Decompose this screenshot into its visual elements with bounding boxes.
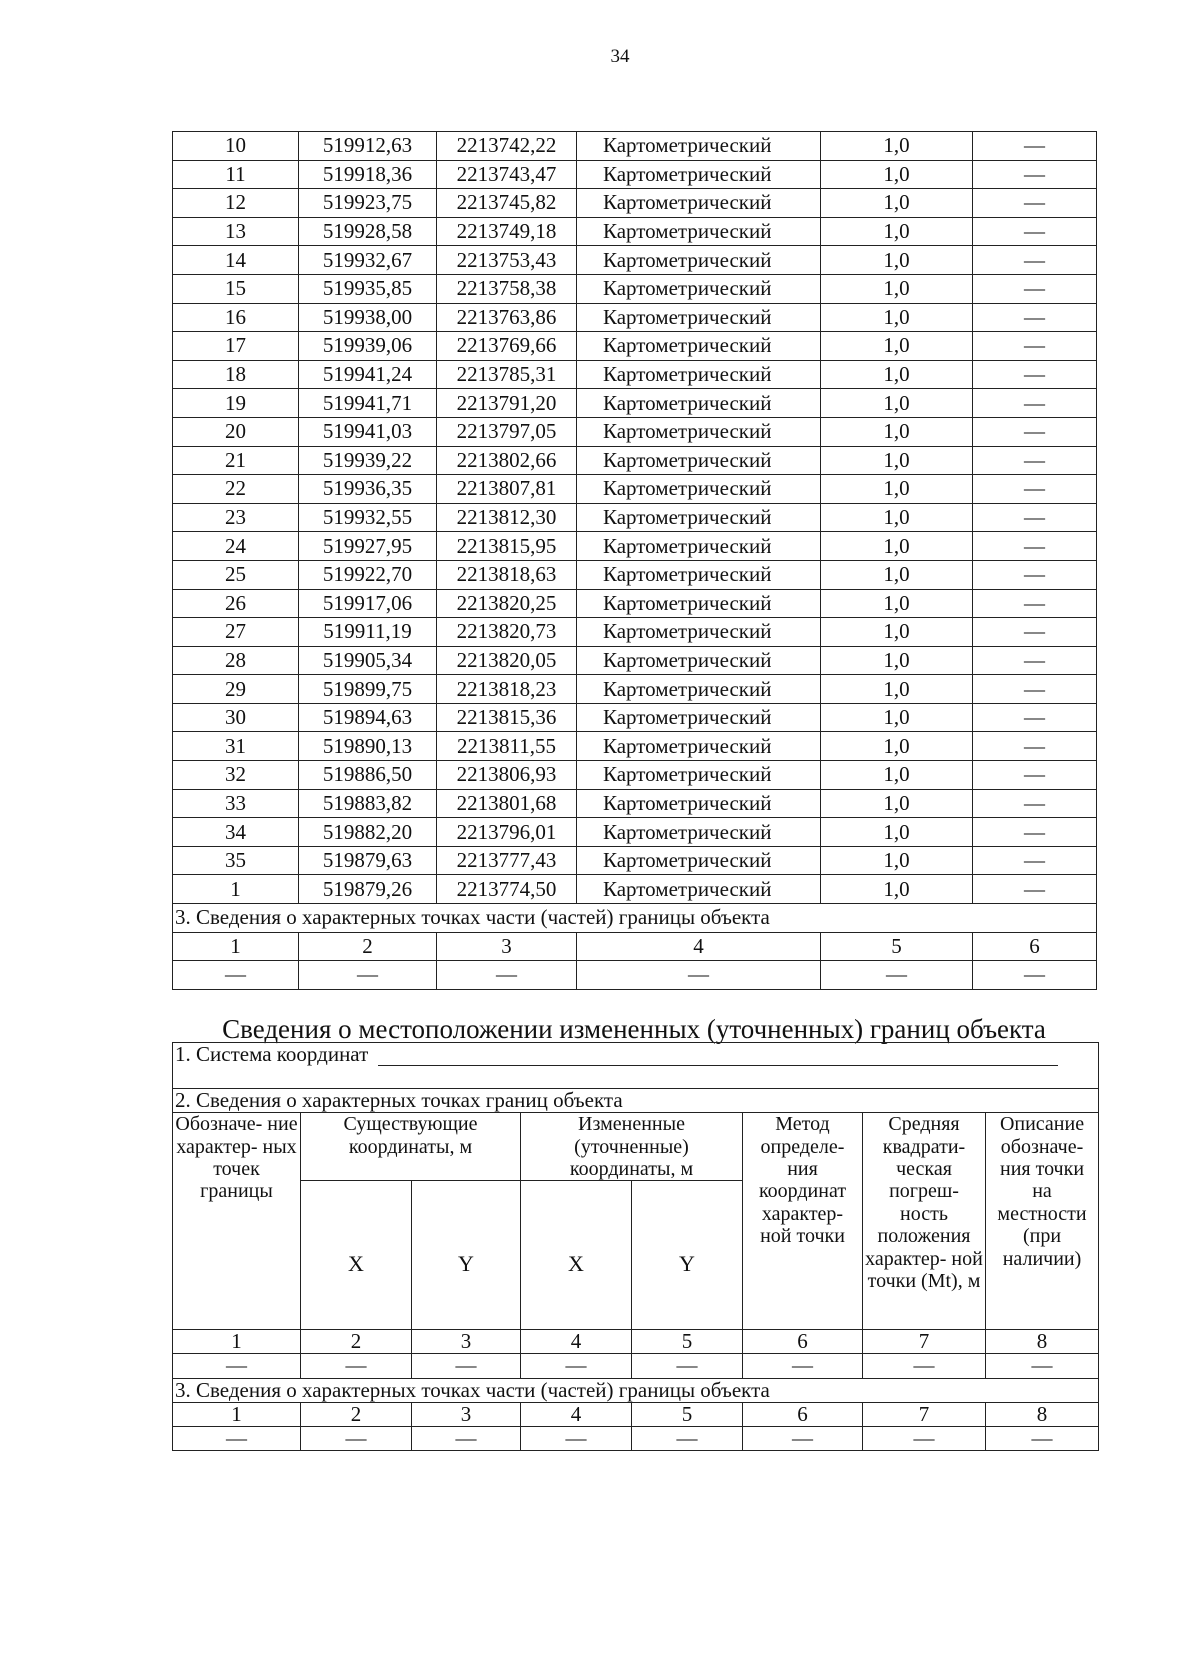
- method-cell: Картометрический: [577, 789, 821, 818]
- x-coordinate-cell: 519917,06: [299, 589, 437, 618]
- point-number-cell: 33: [173, 789, 299, 818]
- method-cell: Картометрический: [577, 274, 821, 303]
- x-coordinate-cell: 519941,71: [299, 389, 437, 418]
- description-cell: —: [973, 503, 1097, 532]
- empty-cell: —: [577, 961, 821, 990]
- y-coordinate-cell: 2213791,20: [437, 389, 577, 418]
- empty-cell: —: [299, 961, 437, 990]
- description-cell: —: [973, 332, 1097, 361]
- point-number-cell: 31: [173, 732, 299, 761]
- y-coordinate-cell: 2213758,38: [437, 274, 577, 303]
- column-number: 2: [299, 932, 437, 961]
- point-number-cell: 25: [173, 560, 299, 589]
- section3-empty-row: [173, 1426, 1099, 1450]
- point-number-cell: 19: [173, 389, 299, 418]
- point-number-cell: 22: [173, 475, 299, 504]
- column-number: 1: [173, 1402, 301, 1426]
- y-coordinate-cell: 2213777,43: [437, 846, 577, 875]
- method-cell: Картометрический: [577, 160, 821, 189]
- section3-numbers-row: [173, 932, 1097, 961]
- description-cell: —: [973, 246, 1097, 275]
- y-coordinate-cell: 2213753,43: [437, 246, 577, 275]
- y-coordinate-cell: 2213820,25: [437, 589, 577, 618]
- empty-row: [173, 1354, 1099, 1378]
- error-cell: 1,0: [821, 875, 973, 904]
- x-coordinate-cell: 519932,55: [299, 503, 437, 532]
- empty-cell: —: [301, 1354, 412, 1378]
- table-row: [173, 532, 1097, 561]
- x-coordinate-cell: 519912,63: [299, 132, 437, 161]
- column-number: 1: [173, 932, 299, 961]
- x-coordinate-cell: 519941,24: [299, 360, 437, 389]
- description-cell: —: [973, 560, 1097, 589]
- section3-title-row: [173, 1378, 1099, 1402]
- point-number-cell: 23: [173, 503, 299, 532]
- method-cell: Картометрический: [577, 132, 821, 161]
- column-number: 5: [821, 932, 973, 961]
- section3-empty-row: [173, 961, 1097, 990]
- error-cell: 1,0: [821, 818, 973, 847]
- method-cell: Картометрический: [577, 360, 821, 389]
- y-coordinate-cell: 2213820,73: [437, 618, 577, 647]
- description-cell: —: [973, 732, 1097, 761]
- point-number-cell: 32: [173, 761, 299, 790]
- page-number: 34: [610, 46, 630, 67]
- description-cell: —: [973, 360, 1097, 389]
- empty-cell: —: [173, 1426, 301, 1450]
- method-cell: Картометрический: [577, 303, 821, 332]
- empty-cell: —: [521, 1354, 632, 1378]
- column-number: 6: [743, 1330, 863, 1354]
- coord-system-spacer-row: [173, 1066, 1099, 1089]
- point-number-cell: 34: [173, 818, 299, 847]
- point-number-cell: 18: [173, 360, 299, 389]
- y-coordinate-cell: 2213774,50: [437, 875, 577, 904]
- y-coordinate-cell: 2213743,47: [437, 160, 577, 189]
- table-row: [173, 818, 1097, 847]
- description-cell: —: [973, 189, 1097, 218]
- table-row: [173, 560, 1097, 589]
- empty-cell: —: [973, 961, 1097, 990]
- error-cell: 1,0: [821, 332, 973, 361]
- x-coordinate-cell: 519879,63: [299, 846, 437, 875]
- x-coordinate-cell: 519882,20: [299, 818, 437, 847]
- description-cell: —: [973, 532, 1097, 561]
- column-number: 3: [412, 1402, 521, 1426]
- table-row: [173, 217, 1097, 246]
- method-cell: Картометрический: [577, 189, 821, 218]
- table-row: [173, 389, 1097, 418]
- column-number: 5: [632, 1402, 743, 1426]
- method-cell: Картометрический: [577, 332, 821, 361]
- x-coordinate-cell: 519941,03: [299, 417, 437, 446]
- empty-cell: —: [863, 1426, 986, 1450]
- error-cell: 1,0: [821, 132, 973, 161]
- section3-numbers-row: [173, 1402, 1099, 1426]
- x-coordinate-cell: 519911,19: [299, 618, 437, 647]
- empty-cell: —: [743, 1426, 863, 1450]
- column-number: 6: [973, 932, 1097, 961]
- x-coordinate-cell: 519918,36: [299, 160, 437, 189]
- section2-title-row: [173, 1089, 1099, 1113]
- empty-cell: —: [173, 1354, 301, 1378]
- column-number: 7: [863, 1402, 986, 1426]
- section3-title: 3. Сведения о характерных точках части (частей) границы объекта: [173, 1378, 1099, 1402]
- method-cell: Картометрический: [577, 560, 821, 589]
- point-number-cell: 21: [173, 446, 299, 475]
- table-row: [173, 732, 1097, 761]
- method-cell: Картометрический: [577, 503, 821, 532]
- empty-cell: —: [986, 1426, 1099, 1450]
- table-row: [173, 475, 1097, 504]
- y-coordinate-cell: 2213807,81: [437, 475, 577, 504]
- point-number-cell: 27: [173, 618, 299, 647]
- empty-cell: —: [521, 1426, 632, 1450]
- y-coordinate-cell: 2213797,05: [437, 417, 577, 446]
- coord-system-label: 1. Система координат: [175, 1042, 369, 1066]
- error-cell: 1,0: [821, 389, 973, 418]
- description-cell: —: [973, 818, 1097, 847]
- table-row: [173, 160, 1097, 189]
- y-coordinate-cell: 2213818,23: [437, 675, 577, 704]
- error-cell: 1,0: [821, 475, 973, 504]
- x-coordinate-cell: 519894,63: [299, 703, 437, 732]
- error-cell: 1,0: [821, 303, 973, 332]
- error-cell: 1,0: [821, 789, 973, 818]
- method-cell: Картометрический: [577, 532, 821, 561]
- header-existing: Существующие координаты, м: [301, 1113, 521, 1181]
- x-coordinate-cell: 519939,06: [299, 332, 437, 361]
- error-cell: 1,0: [821, 360, 973, 389]
- description-cell: —: [973, 703, 1097, 732]
- error-cell: 1,0: [821, 846, 973, 875]
- description-cell: —: [973, 589, 1097, 618]
- error-cell: 1,0: [821, 189, 973, 218]
- description-cell: —: [973, 789, 1097, 818]
- error-cell: 1,0: [821, 246, 973, 275]
- method-cell: Картометрический: [577, 475, 821, 504]
- point-number-cell: 16: [173, 303, 299, 332]
- method-cell: Картометрический: [577, 846, 821, 875]
- description-cell: —: [973, 446, 1097, 475]
- x-coordinate-cell: 519879,26: [299, 875, 437, 904]
- column-number: 6: [743, 1402, 863, 1426]
- table-row: [173, 246, 1097, 275]
- point-number-cell: 14: [173, 246, 299, 275]
- error-cell: 1,0: [821, 160, 973, 189]
- y-coordinate-cell: 2213815,36: [437, 703, 577, 732]
- column-number: 2: [301, 1330, 412, 1354]
- coord-system-row: [173, 1043, 1099, 1067]
- changed-boundaries-table: [172, 1042, 1099, 1451]
- section-title: Сведения о местоположении измененных (уточненных) границ объекта: [222, 1014, 1046, 1044]
- y-coordinate-cell: 2213818,63: [437, 560, 577, 589]
- point-number-cell: 10: [173, 132, 299, 161]
- y-coordinate-cell: 2213801,68: [437, 789, 577, 818]
- table-row: [173, 789, 1097, 818]
- column-number: 3: [412, 1330, 521, 1354]
- x-coordinate-cell: 519923,75: [299, 189, 437, 218]
- table-row: [173, 589, 1097, 618]
- empty-cell: —: [863, 1354, 986, 1378]
- column-numbers-row: [173, 1330, 1099, 1354]
- empty-cell: —: [173, 961, 299, 990]
- y-coordinate-cell: 2213769,66: [437, 332, 577, 361]
- error-cell: 1,0: [821, 761, 973, 790]
- table-row: [173, 446, 1097, 475]
- section3-title-row: [173, 904, 1097, 933]
- x-coordinate-cell: 519927,95: [299, 532, 437, 561]
- y-coordinate-cell: 2213820,05: [437, 646, 577, 675]
- header-description: Описание обозначе- ния точки на местности (при наличии): [986, 1113, 1099, 1330]
- point-number-cell: 11: [173, 160, 299, 189]
- description-cell: —: [973, 761, 1097, 790]
- empty-cell: —: [743, 1354, 863, 1378]
- method-cell: Картометрический: [577, 703, 821, 732]
- method-cell: Картометрический: [577, 446, 821, 475]
- description-cell: —: [973, 160, 1097, 189]
- column-number: 1: [173, 1330, 301, 1354]
- empty-cell: —: [632, 1426, 743, 1450]
- x-coordinate-cell: 519932,67: [299, 246, 437, 275]
- header-designation: Обозначе- ние характер- ных точек границы: [173, 1113, 301, 1330]
- x-coordinate-cell: 519936,35: [299, 475, 437, 504]
- y-coordinate-cell: 2213785,31: [437, 360, 577, 389]
- y-coordinate-cell: 2213749,18: [437, 217, 577, 246]
- header-existing-y: Y: [412, 1181, 521, 1330]
- description-cell: —: [973, 274, 1097, 303]
- method-cell: Картометрический: [577, 761, 821, 790]
- error-cell: 1,0: [821, 589, 973, 618]
- table-row: [173, 360, 1097, 389]
- column-number: 2: [301, 1402, 412, 1426]
- error-cell: 1,0: [821, 532, 973, 561]
- description-cell: —: [973, 132, 1097, 161]
- description-cell: —: [973, 618, 1097, 647]
- error-cell: 1,0: [821, 217, 973, 246]
- point-number-cell: 29: [173, 675, 299, 704]
- method-cell: Картометрический: [577, 875, 821, 904]
- description-cell: —: [973, 675, 1097, 704]
- point-number-cell: 12: [173, 189, 299, 218]
- point-number-cell: 1: [173, 875, 299, 904]
- x-coordinate-cell: 519905,34: [299, 646, 437, 675]
- table-row: [173, 761, 1097, 790]
- point-number-cell: 17: [173, 332, 299, 361]
- header-existing-x: X: [301, 1181, 412, 1330]
- point-number-cell: 20: [173, 417, 299, 446]
- point-number-cell: 35: [173, 846, 299, 875]
- column-number: 4: [521, 1402, 632, 1426]
- x-coordinate-cell: 519922,70: [299, 560, 437, 589]
- table-row: [173, 132, 1097, 161]
- empty-cell: —: [412, 1426, 521, 1450]
- y-coordinate-cell: 2213815,95: [437, 532, 577, 561]
- y-coordinate-cell: 2213796,01: [437, 818, 577, 847]
- table-row: [173, 274, 1097, 303]
- table-row: [173, 675, 1097, 704]
- error-cell: 1,0: [821, 675, 973, 704]
- column-number: 5: [632, 1330, 743, 1354]
- method-cell: Картометрический: [577, 246, 821, 275]
- table-row: [173, 503, 1097, 532]
- method-cell: Картометрический: [577, 417, 821, 446]
- error-cell: 1,0: [821, 703, 973, 732]
- description-cell: —: [973, 846, 1097, 875]
- table-row: [173, 303, 1097, 332]
- point-number-cell: 24: [173, 532, 299, 561]
- method-cell: Картометрический: [577, 732, 821, 761]
- section3-title: 3. Сведения о характерных точках части (частей) границы объекта: [173, 904, 1097, 933]
- y-coordinate-cell: 2213812,30: [437, 503, 577, 532]
- table-row: [173, 703, 1097, 732]
- header-changed: Измененные (уточненные) координаты, м: [521, 1113, 743, 1181]
- y-coordinate-cell: 2213811,55: [437, 732, 577, 761]
- method-cell: Картометрический: [577, 217, 821, 246]
- x-coordinate-cell: 519886,50: [299, 761, 437, 790]
- point-number-cell: 15: [173, 274, 299, 303]
- point-number-cell: 26: [173, 589, 299, 618]
- header-changed-x: X: [521, 1181, 632, 1330]
- description-cell: —: [973, 389, 1097, 418]
- description-cell: —: [973, 875, 1097, 904]
- error-cell: 1,0: [821, 274, 973, 303]
- empty-cell: —: [301, 1426, 412, 1450]
- point-number-cell: 28: [173, 646, 299, 675]
- method-cell: Картометрический: [577, 818, 821, 847]
- table-row: [173, 618, 1097, 647]
- description-cell: —: [973, 417, 1097, 446]
- y-coordinate-cell: 2213763,86: [437, 303, 577, 332]
- column-number: 4: [577, 932, 821, 961]
- table-row: [173, 646, 1097, 675]
- point-number-cell: 13: [173, 217, 299, 246]
- description-cell: —: [973, 475, 1097, 504]
- empty-cell: —: [986, 1354, 1099, 1378]
- y-coordinate-cell: 2213745,82: [437, 189, 577, 218]
- empty-cell: —: [632, 1354, 743, 1378]
- error-cell: 1,0: [821, 646, 973, 675]
- empty-cell: —: [821, 961, 973, 990]
- error-cell: 1,0: [821, 618, 973, 647]
- error-cell: 1,0: [821, 503, 973, 532]
- x-coordinate-cell: 519938,00: [299, 303, 437, 332]
- y-coordinate-cell: 2213802,66: [437, 446, 577, 475]
- description-cell: —: [973, 303, 1097, 332]
- method-cell: Картометрический: [577, 646, 821, 675]
- x-coordinate-cell: 519939,22: [299, 446, 437, 475]
- method-cell: Картометрический: [577, 589, 821, 618]
- method-cell: Картометрический: [577, 675, 821, 704]
- description-cell: —: [973, 217, 1097, 246]
- table-row: [173, 189, 1097, 218]
- boundary-points-table: [172, 131, 1097, 990]
- error-cell: 1,0: [821, 417, 973, 446]
- column-number: 4: [521, 1330, 632, 1354]
- x-coordinate-cell: 519899,75: [299, 675, 437, 704]
- y-coordinate-cell: 2213806,93: [437, 761, 577, 790]
- table-row: [173, 875, 1097, 904]
- coord-system-blank: [378, 1047, 1058, 1066]
- header-error: Средняя квадрати- ческая погреш- ность положения характер- ной точки (Mt), м: [863, 1113, 986, 1330]
- header-changed-y: Y: [632, 1181, 743, 1330]
- error-cell: 1,0: [821, 560, 973, 589]
- header-method: Метод определе- ния координат характер- ной точки: [743, 1113, 863, 1330]
- x-coordinate-cell: 519883,82: [299, 789, 437, 818]
- column-number: 8: [986, 1330, 1099, 1354]
- x-coordinate-cell: 519890,13: [299, 732, 437, 761]
- empty-cell: —: [412, 1354, 521, 1378]
- column-number: 3: [437, 932, 577, 961]
- y-coordinate-cell: 2213742,22: [437, 132, 577, 161]
- error-cell: 1,0: [821, 732, 973, 761]
- x-coordinate-cell: 519928,58: [299, 217, 437, 246]
- table-row: [173, 332, 1097, 361]
- method-cell: Картометрический: [577, 389, 821, 418]
- empty-cell: —: [437, 961, 577, 990]
- header-row-1: [173, 1113, 1099, 1181]
- section2-title: 2. Сведения о характерных точках границ объекта: [173, 1089, 1099, 1113]
- method-cell: Картометрический: [577, 618, 821, 647]
- point-number-cell: 30: [173, 703, 299, 732]
- table-row: [173, 417, 1097, 446]
- description-cell: —: [973, 646, 1097, 675]
- column-number: 8: [986, 1402, 1099, 1426]
- x-coordinate-cell: 519935,85: [299, 274, 437, 303]
- column-number: 7: [863, 1330, 986, 1354]
- error-cell: 1,0: [821, 446, 973, 475]
- table-row: [173, 846, 1097, 875]
